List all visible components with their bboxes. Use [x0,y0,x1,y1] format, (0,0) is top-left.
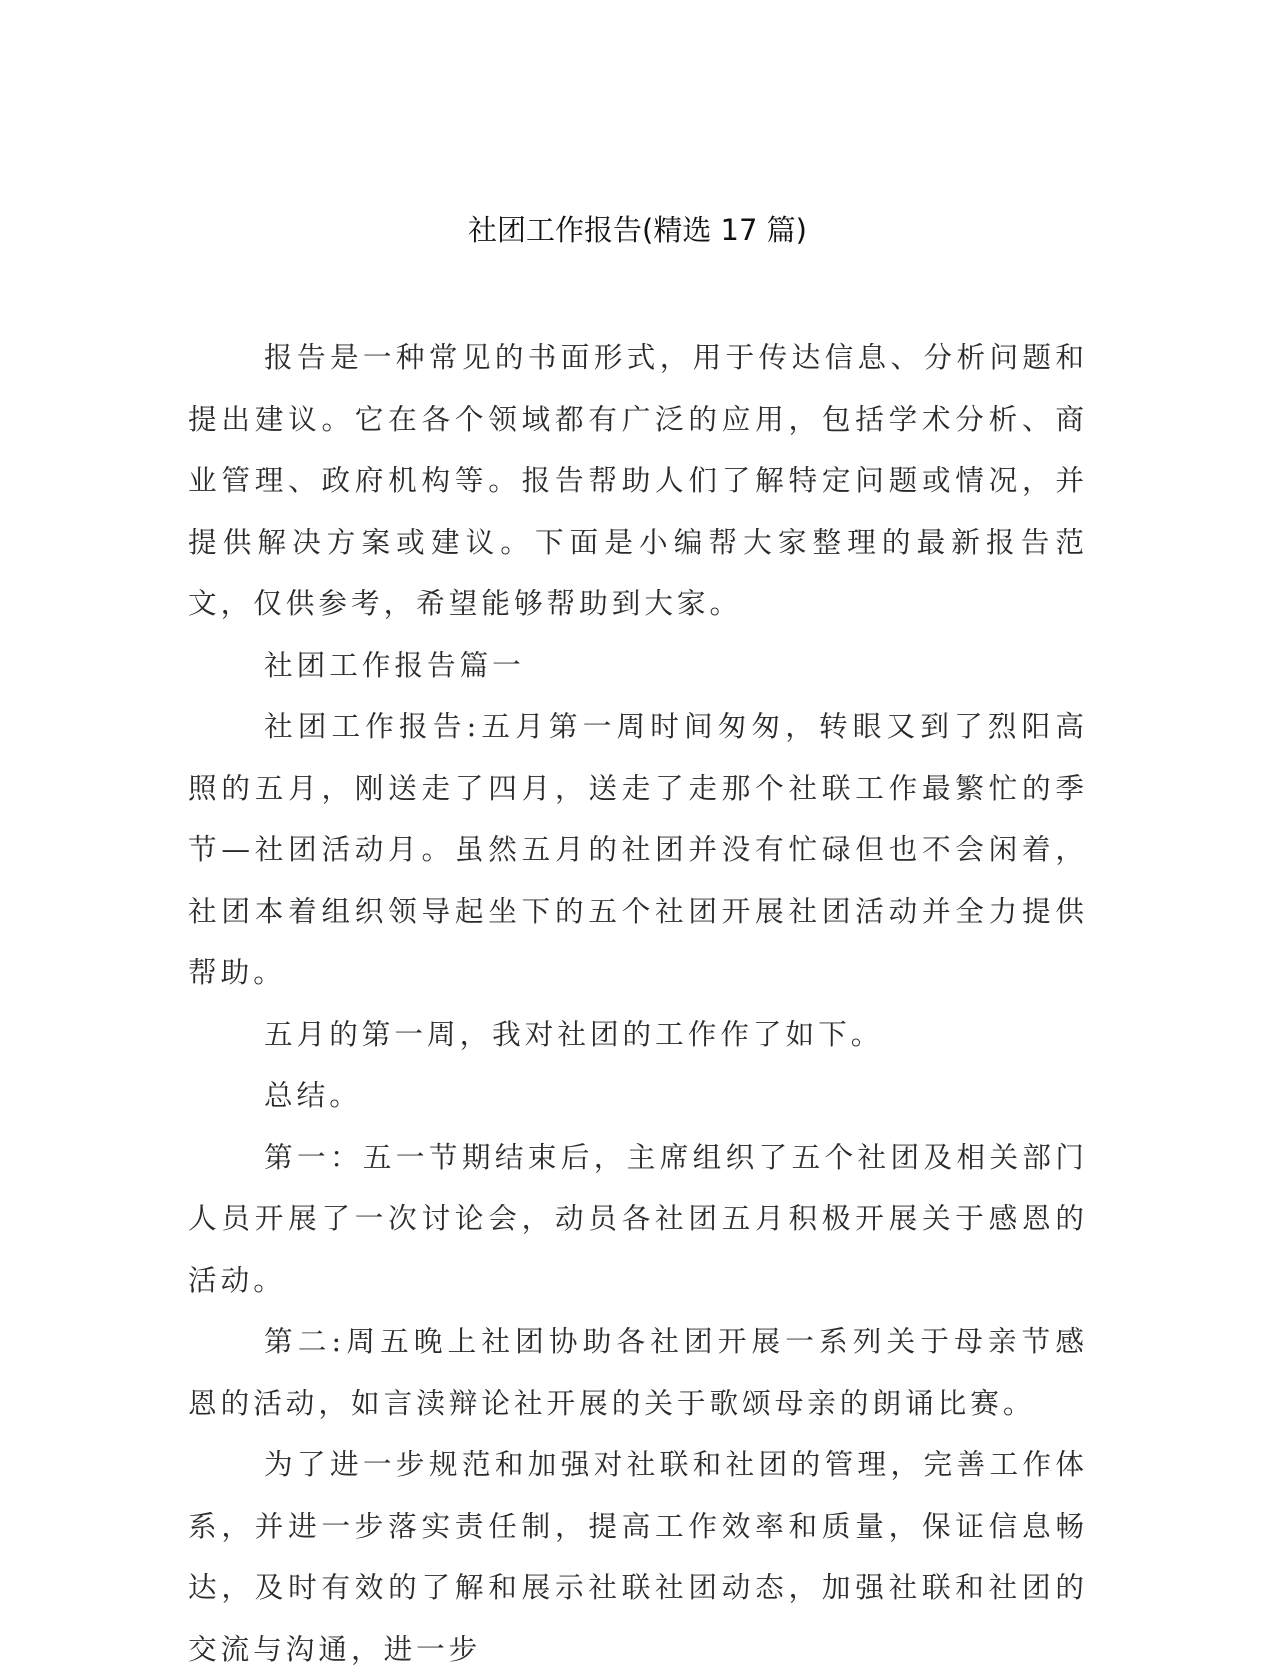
document-title: 社团工作报告(精选 17 篇) [468,213,807,247]
paragraph-summary: 总结。 [264,1078,362,1112]
paragraph-intro: 报告是一种常见的书面形式，用于传达信息、分析问题和提出建议。它在各个领域都有广泛的应用，包括学术分析、商业管理、政府机构等。报告帮助人们了解特定问题或情况，并提供解决方案或建议。下面是小编帮大家整理的最新报告范文，仅供参考，希望能够帮助到大家。 [188,340,1088,620]
document-body [188,327,1088,1680]
paragraph-management: 为了进一步规范和加强对社联和社团的管理，完善工作体系，并进一步落实责任制，提高工作效率和质量，保证信息畅达，及时有效的了解和展示社联社团动态，加强社联和社团的交流与沟通，进一步 [188,1447,1088,1666]
paragraph-first-week-work: 五月的第一周，我对社团的工作作了如下。 [264,1016,884,1051]
paragraph-item-second: 第二:周五晚上社团协助各社团开展一系列关于母亲节感恩的活动，如言渎辩论社开展的关于歌颂母亲的朗诵比赛。 [188,1324,1088,1420]
section-heading-part-one: 社团工作报告篇一 [264,647,525,682]
paragraph-item-first: 第一：五一节期结束后，主席组织了五个社团及相关部门人员开展了一次讨论会，动员各社团五月积极开展关于感恩的活动。 [188,1139,1088,1297]
paragraph-may-week-one: 社团工作报告:五月第一周时间匆匆，转眼又到了烈阳高照的五月，刚送走了四月，送走了走那个社联工作最繁忙的季节—社团活动月。虽然五月的社团并没有忙碌但也不会闲着，社团本着组织领导起坐下的五个社团开展社团活动并全力提供帮助。 [188,709,1088,989]
